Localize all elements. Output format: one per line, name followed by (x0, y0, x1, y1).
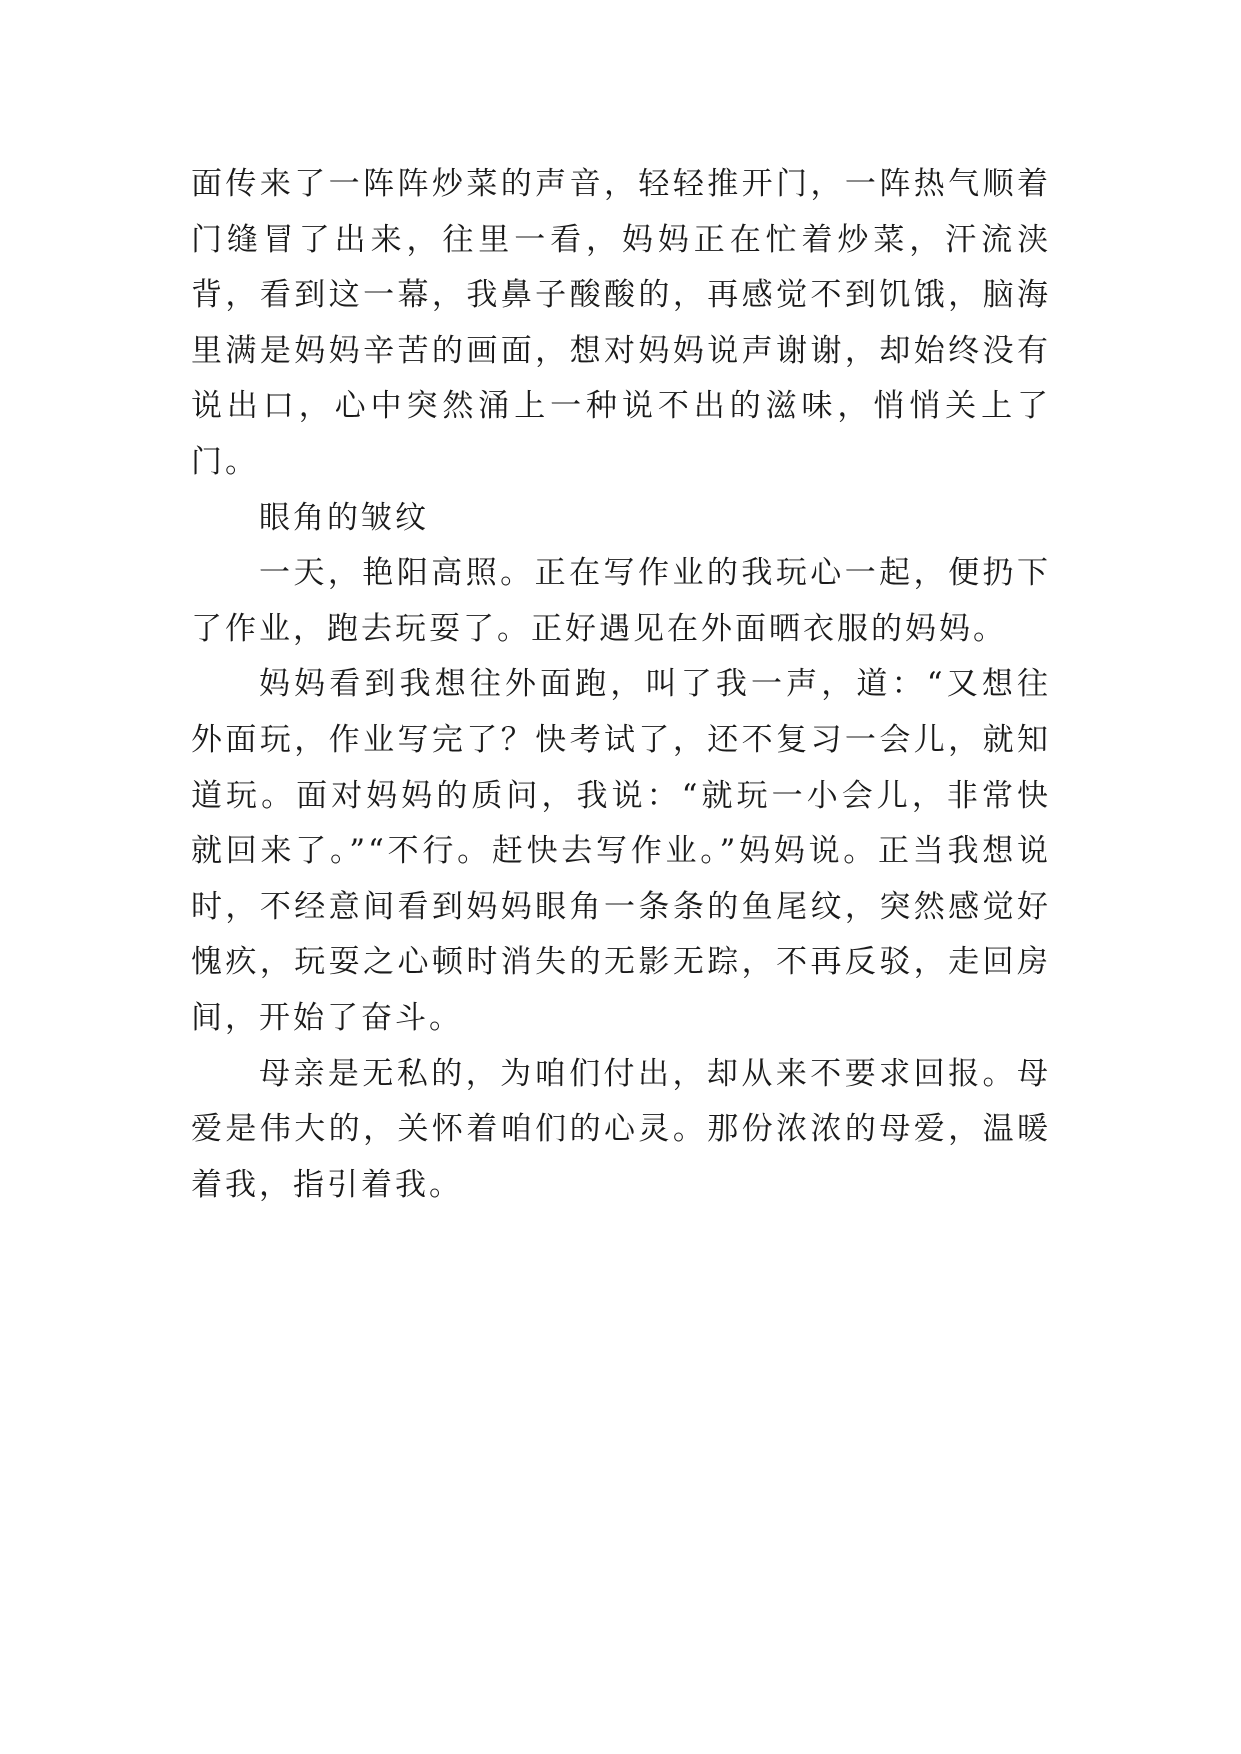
paragraph: 面传来了一阵阵炒菜的声音，轻轻推开门，一阵热气顺着门缝冒了出来，往里一看，妈妈正在忙着炒菜，汗流浃背，看到这一幕，我鼻子酸酸的，再感觉不到饥饿，脑海里满是妈妈辛苦的画面，想对妈妈说声谢谢，却始终没有说出口，心中突然涌上一种说不出的滋味，悄悄关上了门。 (191, 166, 1051, 480)
paragraph: 母亲是无私的，为咱们付出，却从来不要求回报。母爱是伟大的，关怀着咱们的心灵。那份浓浓的母爱，温暖着我，指引着我。 (191, 1055, 1051, 1203)
paragraph: 一天，艳阳高照。正在写作业的我玩心一起，便扔下了作业，跑去玩耍了。正好遇见在外面晒衣服的妈妈。 (191, 555, 1051, 647)
paragraph: 妈妈看到我想往外面跑，叫了我一声，道：“又想往外面玩，作业写完了？快考试了，还不复习一会儿，就知道玩。面对妈妈的质问，我说：“就玩一小会儿，非常快就回来了。”“不行。赶快去写作业。”妈妈说。正当我想说时，不经意间看到妈妈眼角一条条的鱼尾纹，突然感觉好愧疚，玩耍之心顿时消失的无影无踪，不再反驳，走回房间，开始了奋斗。 (191, 666, 1051, 1036)
section-heading: 眼角的皱纹 (259, 499, 429, 536)
body-text (191, 157, 1051, 1213)
